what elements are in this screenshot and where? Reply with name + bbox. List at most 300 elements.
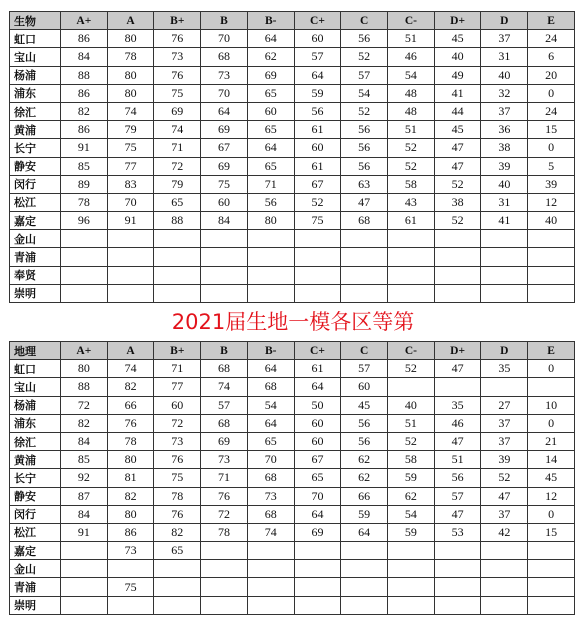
subject-header: 生物: [10, 12, 61, 30]
score-cell: [247, 266, 294, 284]
score-cell: 51: [388, 30, 435, 48]
score-cell: 75: [294, 212, 341, 230]
score-cell: [201, 266, 248, 284]
score-cell: [247, 542, 294, 560]
score-cell: [61, 230, 108, 248]
score-cell: 65: [247, 157, 294, 175]
region-name: 奉贤: [10, 266, 61, 284]
score-cell: [341, 596, 388, 614]
table-row: [10, 84, 575, 102]
score-cell: 59: [294, 84, 341, 102]
region-name: 虹口: [10, 30, 61, 48]
score-cell: 41: [434, 84, 481, 102]
score-cell: 0: [528, 414, 575, 432]
score-cell: 12: [528, 193, 575, 211]
score-cell: 79: [154, 175, 201, 193]
score-cell: 78: [61, 193, 108, 211]
score-cell: 60: [294, 432, 341, 450]
score-cell: 87: [61, 487, 108, 505]
score-cell: [341, 248, 388, 266]
region-name: 宝山: [10, 48, 61, 66]
grade-column-header: D: [481, 12, 528, 30]
score-cell: 74: [247, 523, 294, 541]
score-cell: 88: [61, 66, 108, 84]
score-cell: 45: [528, 469, 575, 487]
table-row: [10, 396, 575, 414]
score-cell: 62: [341, 469, 388, 487]
score-cell: 21: [528, 432, 575, 450]
score-cell: 64: [247, 360, 294, 378]
score-cell: 69: [201, 432, 248, 450]
score-cell: [341, 542, 388, 560]
score-cell: 47: [434, 505, 481, 523]
score-cell: 48: [388, 102, 435, 120]
score-cell: 56: [341, 30, 388, 48]
score-cell: 78: [154, 487, 201, 505]
score-cell: [247, 578, 294, 596]
score-cell: [388, 284, 435, 302]
score-cell: [388, 560, 435, 578]
score-cell: 67: [294, 451, 341, 469]
score-cell: 69: [294, 523, 341, 541]
score-cell: [61, 596, 108, 614]
score-cell: [528, 542, 575, 560]
score-cell: 82: [107, 487, 154, 505]
biology-header-row: [10, 12, 575, 30]
score-cell: 68: [247, 505, 294, 523]
score-cell: [107, 266, 154, 284]
score-cell: [247, 248, 294, 266]
score-cell: 62: [247, 48, 294, 66]
score-cell: [341, 266, 388, 284]
score-cell: [201, 230, 248, 248]
score-cell: 72: [61, 396, 108, 414]
biology-column-headers: [10, 12, 575, 30]
score-cell: 37: [481, 30, 528, 48]
score-cell: 50: [294, 396, 341, 414]
score-cell: 64: [247, 139, 294, 157]
score-cell: 52: [434, 175, 481, 193]
score-cell: 70: [201, 84, 248, 102]
region-name: 崇明: [10, 284, 61, 302]
score-cell: 63: [341, 175, 388, 193]
score-cell: [434, 578, 481, 596]
score-cell: 60: [294, 139, 341, 157]
score-cell: 80: [61, 360, 108, 378]
score-cell: [61, 284, 108, 302]
table-row: [10, 360, 575, 378]
region-name: 宝山: [10, 378, 61, 396]
score-cell: 42: [481, 523, 528, 541]
region-name: 崇明: [10, 596, 61, 614]
score-cell: [154, 266, 201, 284]
score-cell: [154, 596, 201, 614]
region-name: 徐汇: [10, 102, 61, 120]
score-cell: [388, 266, 435, 284]
score-cell: 82: [107, 378, 154, 396]
score-cell: 75: [154, 84, 201, 102]
grade-column-header: C+: [294, 12, 341, 30]
score-cell: 64: [294, 66, 341, 84]
score-cell: 73: [201, 451, 248, 469]
score-cell: 58: [388, 451, 435, 469]
score-cell: 54: [388, 66, 435, 84]
score-cell: 0: [528, 84, 575, 102]
region-name: 青浦: [10, 248, 61, 266]
score-cell: 47: [434, 157, 481, 175]
score-cell: [107, 596, 154, 614]
table-row: [10, 596, 575, 614]
score-cell: [294, 230, 341, 248]
score-cell: 68: [247, 378, 294, 396]
table-row: [10, 30, 575, 48]
score-cell: [434, 542, 481, 560]
score-cell: 52: [341, 102, 388, 120]
score-cell: 31: [481, 193, 528, 211]
grade-column-header: B+: [154, 12, 201, 30]
score-cell: 15: [528, 523, 575, 541]
score-cell: 80: [107, 84, 154, 102]
region-name: 闵行: [10, 175, 61, 193]
score-cell: [528, 266, 575, 284]
score-cell: 38: [434, 193, 481, 211]
table-row: [10, 505, 575, 523]
region-name: 虹口: [10, 360, 61, 378]
score-cell: 40: [434, 48, 481, 66]
score-cell: 58: [388, 175, 435, 193]
table-row: [10, 175, 575, 193]
score-cell: [434, 248, 481, 266]
score-cell: [154, 230, 201, 248]
score-cell: 79: [107, 121, 154, 139]
region-name: 青浦: [10, 578, 61, 596]
table-row: [10, 451, 575, 469]
score-cell: [481, 560, 528, 578]
geography-header-row: [10, 342, 575, 360]
score-cell: 57: [341, 360, 388, 378]
score-cell: 91: [107, 212, 154, 230]
score-cell: 62: [341, 451, 388, 469]
score-cell: [201, 284, 248, 302]
score-cell: 48: [388, 84, 435, 102]
score-cell: 64: [247, 414, 294, 432]
score-cell: 68: [201, 360, 248, 378]
score-cell: 61: [294, 157, 341, 175]
score-cell: [528, 378, 575, 396]
score-cell: 80: [107, 505, 154, 523]
score-cell: 54: [388, 505, 435, 523]
score-cell: 39: [481, 451, 528, 469]
subject-header: 地理: [10, 342, 61, 360]
score-cell: 62: [388, 487, 435, 505]
score-cell: [201, 596, 248, 614]
score-cell: 86: [61, 84, 108, 102]
score-cell: [481, 542, 528, 560]
score-cell: [341, 284, 388, 302]
score-cell: 72: [154, 157, 201, 175]
score-cell: [154, 560, 201, 578]
score-cell: 51: [388, 414, 435, 432]
score-cell: [294, 578, 341, 596]
score-cell: 76: [154, 66, 201, 84]
score-cell: 84: [61, 505, 108, 523]
grade-column-header: D: [481, 342, 528, 360]
score-cell: 12: [528, 487, 575, 505]
score-cell: 61: [294, 121, 341, 139]
score-cell: 52: [294, 193, 341, 211]
score-cell: 76: [107, 414, 154, 432]
score-cell: [528, 284, 575, 302]
score-cell: 37: [481, 102, 528, 120]
score-cell: [247, 560, 294, 578]
score-cell: 82: [154, 523, 201, 541]
score-cell: 75: [154, 469, 201, 487]
grade-column-header: A: [107, 342, 154, 360]
score-cell: [341, 578, 388, 596]
score-cell: 75: [201, 175, 248, 193]
score-cell: 74: [107, 360, 154, 378]
region-name: 长宁: [10, 469, 61, 487]
score-cell: 69: [247, 66, 294, 84]
score-cell: 91: [61, 523, 108, 541]
score-cell: 73: [247, 487, 294, 505]
score-cell: 75: [107, 139, 154, 157]
score-cell: 91: [61, 139, 108, 157]
table-row: [10, 266, 575, 284]
table-row: [10, 432, 575, 450]
score-cell: 5: [528, 157, 575, 175]
score-cell: 52: [341, 48, 388, 66]
score-cell: 43: [388, 193, 435, 211]
score-cell: 64: [294, 505, 341, 523]
score-cell: [107, 248, 154, 266]
score-cell: 96: [61, 212, 108, 230]
score-cell: 45: [341, 396, 388, 414]
score-cell: [481, 230, 528, 248]
score-cell: [528, 248, 575, 266]
score-cell: [388, 596, 435, 614]
score-cell: [61, 248, 108, 266]
table-row: [10, 121, 575, 139]
region-name: 闵行: [10, 505, 61, 523]
region-name: 金山: [10, 560, 61, 578]
score-cell: 40: [528, 212, 575, 230]
score-cell: 59: [388, 469, 435, 487]
score-cell: 70: [201, 30, 248, 48]
score-cell: 57: [201, 396, 248, 414]
score-cell: 46: [388, 48, 435, 66]
score-cell: 41: [481, 212, 528, 230]
score-cell: 71: [154, 139, 201, 157]
score-cell: 45: [434, 30, 481, 48]
region-name: 长宁: [10, 139, 61, 157]
grade-column-header: B: [201, 12, 248, 30]
score-cell: 84: [61, 432, 108, 450]
region-name: 嘉定: [10, 212, 61, 230]
score-cell: 86: [107, 523, 154, 541]
score-cell: 76: [154, 451, 201, 469]
score-cell: [107, 284, 154, 302]
score-cell: [481, 578, 528, 596]
grade-column-header: D+: [434, 12, 481, 30]
score-cell: 66: [107, 396, 154, 414]
score-cell: [61, 266, 108, 284]
score-cell: 65: [247, 432, 294, 450]
score-cell: 70: [107, 193, 154, 211]
geography-body: [10, 360, 575, 615]
table-row: [10, 212, 575, 230]
score-cell: 0: [528, 139, 575, 157]
region-name: 浦东: [10, 84, 61, 102]
score-cell: 52: [388, 360, 435, 378]
score-cell: [434, 284, 481, 302]
grade-column-header: D+: [434, 342, 481, 360]
score-cell: 54: [247, 396, 294, 414]
score-cell: [434, 378, 481, 396]
score-cell: 47: [434, 360, 481, 378]
score-cell: 31: [481, 48, 528, 66]
score-cell: 59: [341, 505, 388, 523]
score-cell: 6: [528, 48, 575, 66]
table-row: [10, 487, 575, 505]
score-cell: [528, 560, 575, 578]
score-cell: 68: [201, 48, 248, 66]
score-cell: 52: [481, 469, 528, 487]
score-cell: 52: [388, 139, 435, 157]
score-cell: 86: [61, 121, 108, 139]
grade-column-header: B-: [247, 12, 294, 30]
score-cell: 40: [388, 396, 435, 414]
page-title: 2021届生地一模各区等第: [171, 310, 415, 334]
score-cell: [388, 230, 435, 248]
score-cell: [294, 542, 341, 560]
score-cell: [154, 248, 201, 266]
score-cell: 20: [528, 66, 575, 84]
score-cell: 49: [434, 66, 481, 84]
score-cell: 77: [154, 378, 201, 396]
grade-column-header: B: [201, 342, 248, 360]
score-cell: 80: [107, 66, 154, 84]
region-name: 徐汇: [10, 432, 61, 450]
score-cell: 72: [154, 414, 201, 432]
score-cell: 0: [528, 360, 575, 378]
grade-column-header: A+: [61, 342, 108, 360]
score-cell: 64: [341, 523, 388, 541]
score-cell: 70: [247, 451, 294, 469]
score-cell: 56: [341, 157, 388, 175]
table-row: [10, 66, 575, 84]
grade-column-header: A: [107, 12, 154, 30]
score-cell: 60: [294, 414, 341, 432]
score-cell: [247, 284, 294, 302]
score-cell: 80: [107, 30, 154, 48]
table-row: [10, 102, 575, 120]
score-cell: [201, 248, 248, 266]
score-cell: 76: [154, 30, 201, 48]
score-cell: 78: [107, 432, 154, 450]
grade-column-header: B-: [247, 342, 294, 360]
score-cell: 73: [154, 432, 201, 450]
region-name: 静安: [10, 487, 61, 505]
score-cell: 64: [294, 378, 341, 396]
table-row: [10, 414, 575, 432]
score-cell: 40: [481, 175, 528, 193]
score-cell: [294, 596, 341, 614]
score-cell: 56: [434, 469, 481, 487]
region-name: 松江: [10, 193, 61, 211]
score-cell: 86: [61, 30, 108, 48]
score-cell: 65: [154, 542, 201, 560]
score-cell: 60: [294, 30, 341, 48]
score-cell: 65: [154, 193, 201, 211]
score-cell: 69: [201, 157, 248, 175]
table-row: [10, 578, 575, 596]
score-cell: [481, 248, 528, 266]
score-cell: 60: [247, 102, 294, 120]
score-cell: 77: [107, 157, 154, 175]
score-cell: 61: [294, 360, 341, 378]
region-name: 金山: [10, 230, 61, 248]
score-cell: 83: [107, 175, 154, 193]
score-cell: [528, 596, 575, 614]
score-cell: 84: [201, 212, 248, 230]
score-cell: 47: [434, 139, 481, 157]
score-cell: 65: [247, 84, 294, 102]
score-cell: 56: [341, 414, 388, 432]
score-cell: 52: [388, 157, 435, 175]
score-cell: [294, 284, 341, 302]
score-cell: [154, 284, 201, 302]
region-name: 黄浦: [10, 121, 61, 139]
score-cell: 88: [154, 212, 201, 230]
score-cell: 68: [247, 469, 294, 487]
geography-column-headers: [10, 342, 575, 360]
score-cell: [294, 266, 341, 284]
score-cell: 69: [201, 121, 248, 139]
table-row: [10, 560, 575, 578]
geography-grade-table: [9, 341, 575, 615]
score-cell: 78: [201, 523, 248, 541]
score-cell: 56: [294, 102, 341, 120]
score-cell: 71: [201, 469, 248, 487]
region-name: 黄浦: [10, 451, 61, 469]
score-cell: 24: [528, 102, 575, 120]
score-cell: 10: [528, 396, 575, 414]
table-row: [10, 469, 575, 487]
grade-column-header: E: [528, 342, 575, 360]
score-cell: [201, 542, 248, 560]
score-cell: 81: [107, 469, 154, 487]
score-cell: [528, 578, 575, 596]
score-cell: 47: [341, 193, 388, 211]
score-cell: 76: [201, 487, 248, 505]
score-cell: [154, 578, 201, 596]
score-cell: 36: [481, 121, 528, 139]
table-row: [10, 139, 575, 157]
score-cell: [481, 596, 528, 614]
score-cell: 60: [341, 378, 388, 396]
score-cell: 45: [434, 121, 481, 139]
score-cell: 57: [434, 487, 481, 505]
score-cell: [434, 596, 481, 614]
score-cell: 65: [294, 469, 341, 487]
score-cell: 82: [61, 414, 108, 432]
score-cell: 47: [434, 432, 481, 450]
score-cell: 71: [247, 175, 294, 193]
score-cell: 74: [154, 121, 201, 139]
score-cell: 60: [154, 396, 201, 414]
score-cell: [61, 560, 108, 578]
